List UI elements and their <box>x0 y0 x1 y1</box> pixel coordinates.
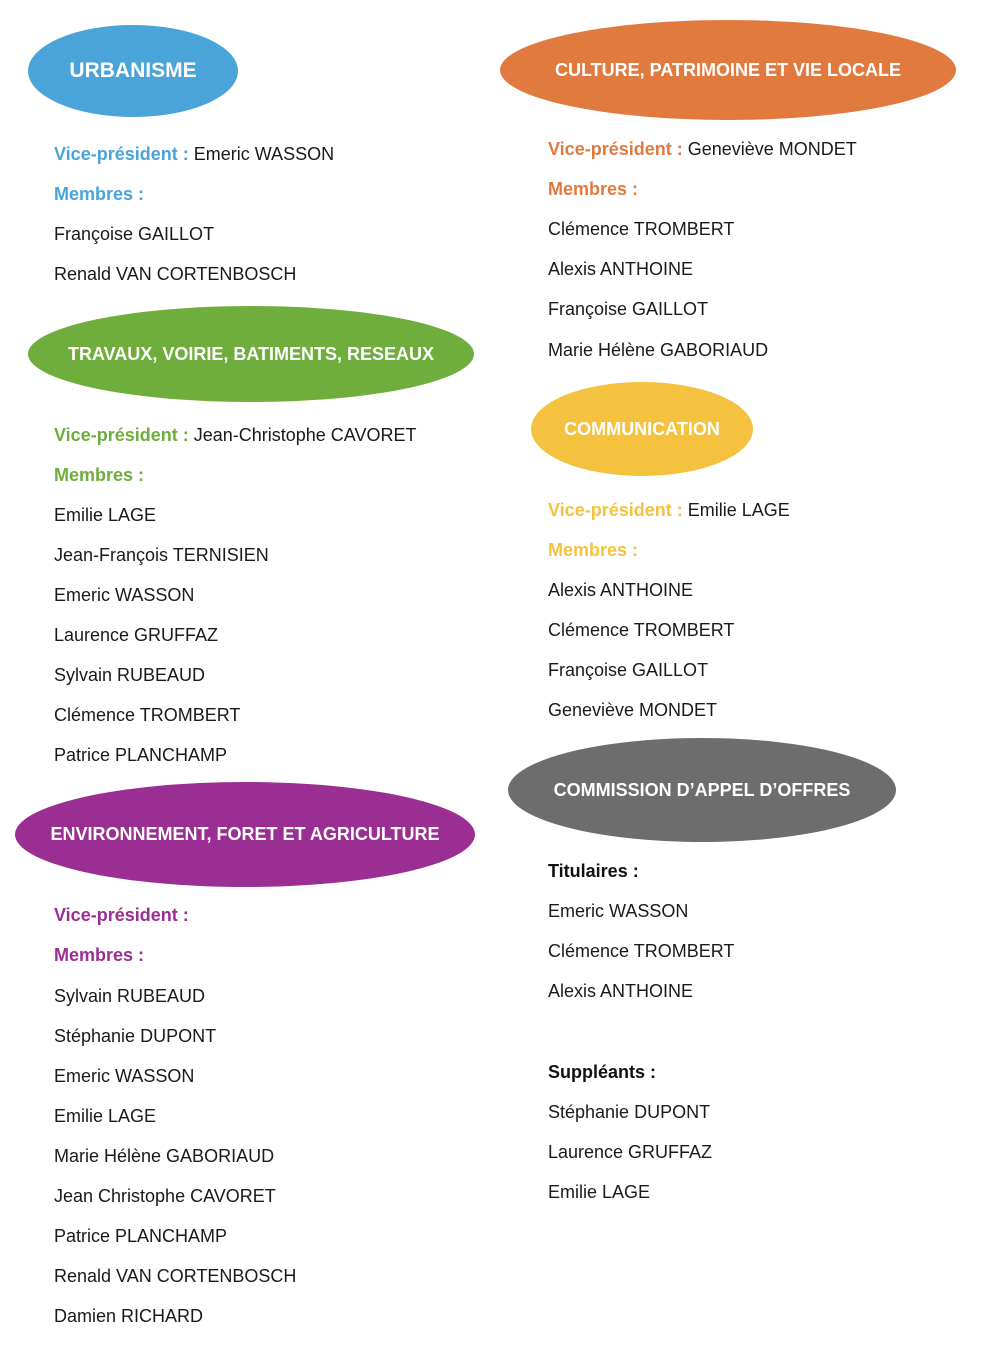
culture-members-label: Membres : <box>548 179 639 199</box>
culture-title: CULTURE, PATRIMOINE ET VIE LOCALE <box>555 59 901 80</box>
travaux-vice-president <box>54 424 416 446</box>
environnement-title-badge <box>15 782 475 887</box>
member-name: Jean Christophe CAVORET <box>54 1186 276 1206</box>
suppleant-name: Laurence GRUFFAZ <box>548 1142 713 1162</box>
member-name: Stéphanie DUPONT <box>54 1026 217 1046</box>
member-name: Françoise GAILLOT <box>548 299 709 319</box>
culture-vice-president <box>548 138 857 160</box>
titulaire-name: Clémence TROMBERT <box>548 941 735 961</box>
member-name: Marie Hélène GABORIAUD <box>548 340 769 360</box>
vice-president-label: Vice-président : <box>54 905 189 925</box>
vice-president-name: Jean-Christophe CAVORET <box>193 425 417 445</box>
member-name: Clémence TROMBERT <box>54 705 241 725</box>
vice-president-name: Geneviève MONDET <box>687 139 857 159</box>
member-name: Alexis ANTHOINE <box>548 580 694 600</box>
member-name: Alexis ANTHOINE <box>548 259 694 279</box>
commission-title: COMMISSION D’APPEL D’OFFRES <box>553 779 851 800</box>
member-name: Emilie LAGE <box>54 1106 157 1126</box>
member-name: Patrice PLANCHAMP <box>54 1226 228 1246</box>
member-name: Renald VAN CORTENBOSCH <box>54 264 297 284</box>
member-name: Françoise GAILLOT <box>548 660 709 680</box>
environnement-title: ENVIRONNEMENT, FORET ET AGRICULTURE <box>50 824 440 844</box>
member-name: Sylvain RUBEAUD <box>54 665 206 685</box>
environnement-vice-president <box>54 904 189 926</box>
urbanisme-title-badge <box>28 25 238 117</box>
vice-president-label: Vice-président : <box>54 425 189 445</box>
member-name: Sylvain RUBEAUD <box>54 986 206 1006</box>
urbanisme-members-label: Membres : <box>54 184 145 204</box>
culture-title-badge <box>500 20 956 120</box>
vice-president-label: Vice-président : <box>54 144 189 164</box>
vice-president-name: Emeric WASSON <box>193 144 335 164</box>
urbanisme-title: URBANISME <box>69 59 197 82</box>
urbanisme-vice-president <box>54 143 334 165</box>
titulaire-name: Emeric WASSON <box>548 901 689 921</box>
travaux-title: TRAVAUX, VOIRIE, BATIMENTS, RESEAUX <box>67 343 435 364</box>
member-name: Clémence TROMBERT <box>548 620 735 640</box>
suppleant-name: Stéphanie DUPONT <box>548 1102 711 1122</box>
member-name: Marie Hélène GABORIAUD <box>54 1146 275 1166</box>
communication-members-label: Membres : <box>548 540 639 560</box>
member-name: Geneviève MONDET <box>548 700 718 720</box>
vice-president-label: Vice-président : <box>548 500 683 520</box>
member-name: Emeric WASSON <box>54 585 195 605</box>
member-name: Damien RICHARD <box>54 1306 204 1326</box>
communication-title-badge <box>531 382 753 476</box>
member-name: Patrice PLANCHAMP <box>54 745 228 765</box>
member-name: Emeric WASSON <box>54 1066 195 1086</box>
travaux-title-badge <box>28 306 474 402</box>
titulaires-label: Titulaires : <box>548 861 639 881</box>
member-name: Emilie LAGE <box>54 505 157 525</box>
member-name: Clémence TROMBERT <box>548 219 735 239</box>
suppleants-label: Suppléants : <box>548 1062 657 1082</box>
travaux-members-label: Membres : <box>54 465 145 485</box>
titulaire-name: Alexis ANTHOINE <box>548 981 694 1001</box>
communication-vice-president <box>548 499 790 521</box>
environnement-members-label: Membres : <box>54 945 145 965</box>
member-name: Françoise GAILLOT <box>54 224 215 244</box>
communication-title: COMMUNICATION <box>564 418 720 439</box>
suppleant-name: Emilie LAGE <box>548 1182 651 1202</box>
vice-president-label: Vice-président : <box>548 139 683 159</box>
member-name: Laurence GRUFFAZ <box>54 625 219 645</box>
vice-president-name: Emilie LAGE <box>687 500 790 520</box>
member-name: Renald VAN CORTENBOSCH <box>54 1266 297 1286</box>
member-name: Jean-François TERNISIEN <box>54 545 269 565</box>
commission-title-badge <box>508 738 896 842</box>
